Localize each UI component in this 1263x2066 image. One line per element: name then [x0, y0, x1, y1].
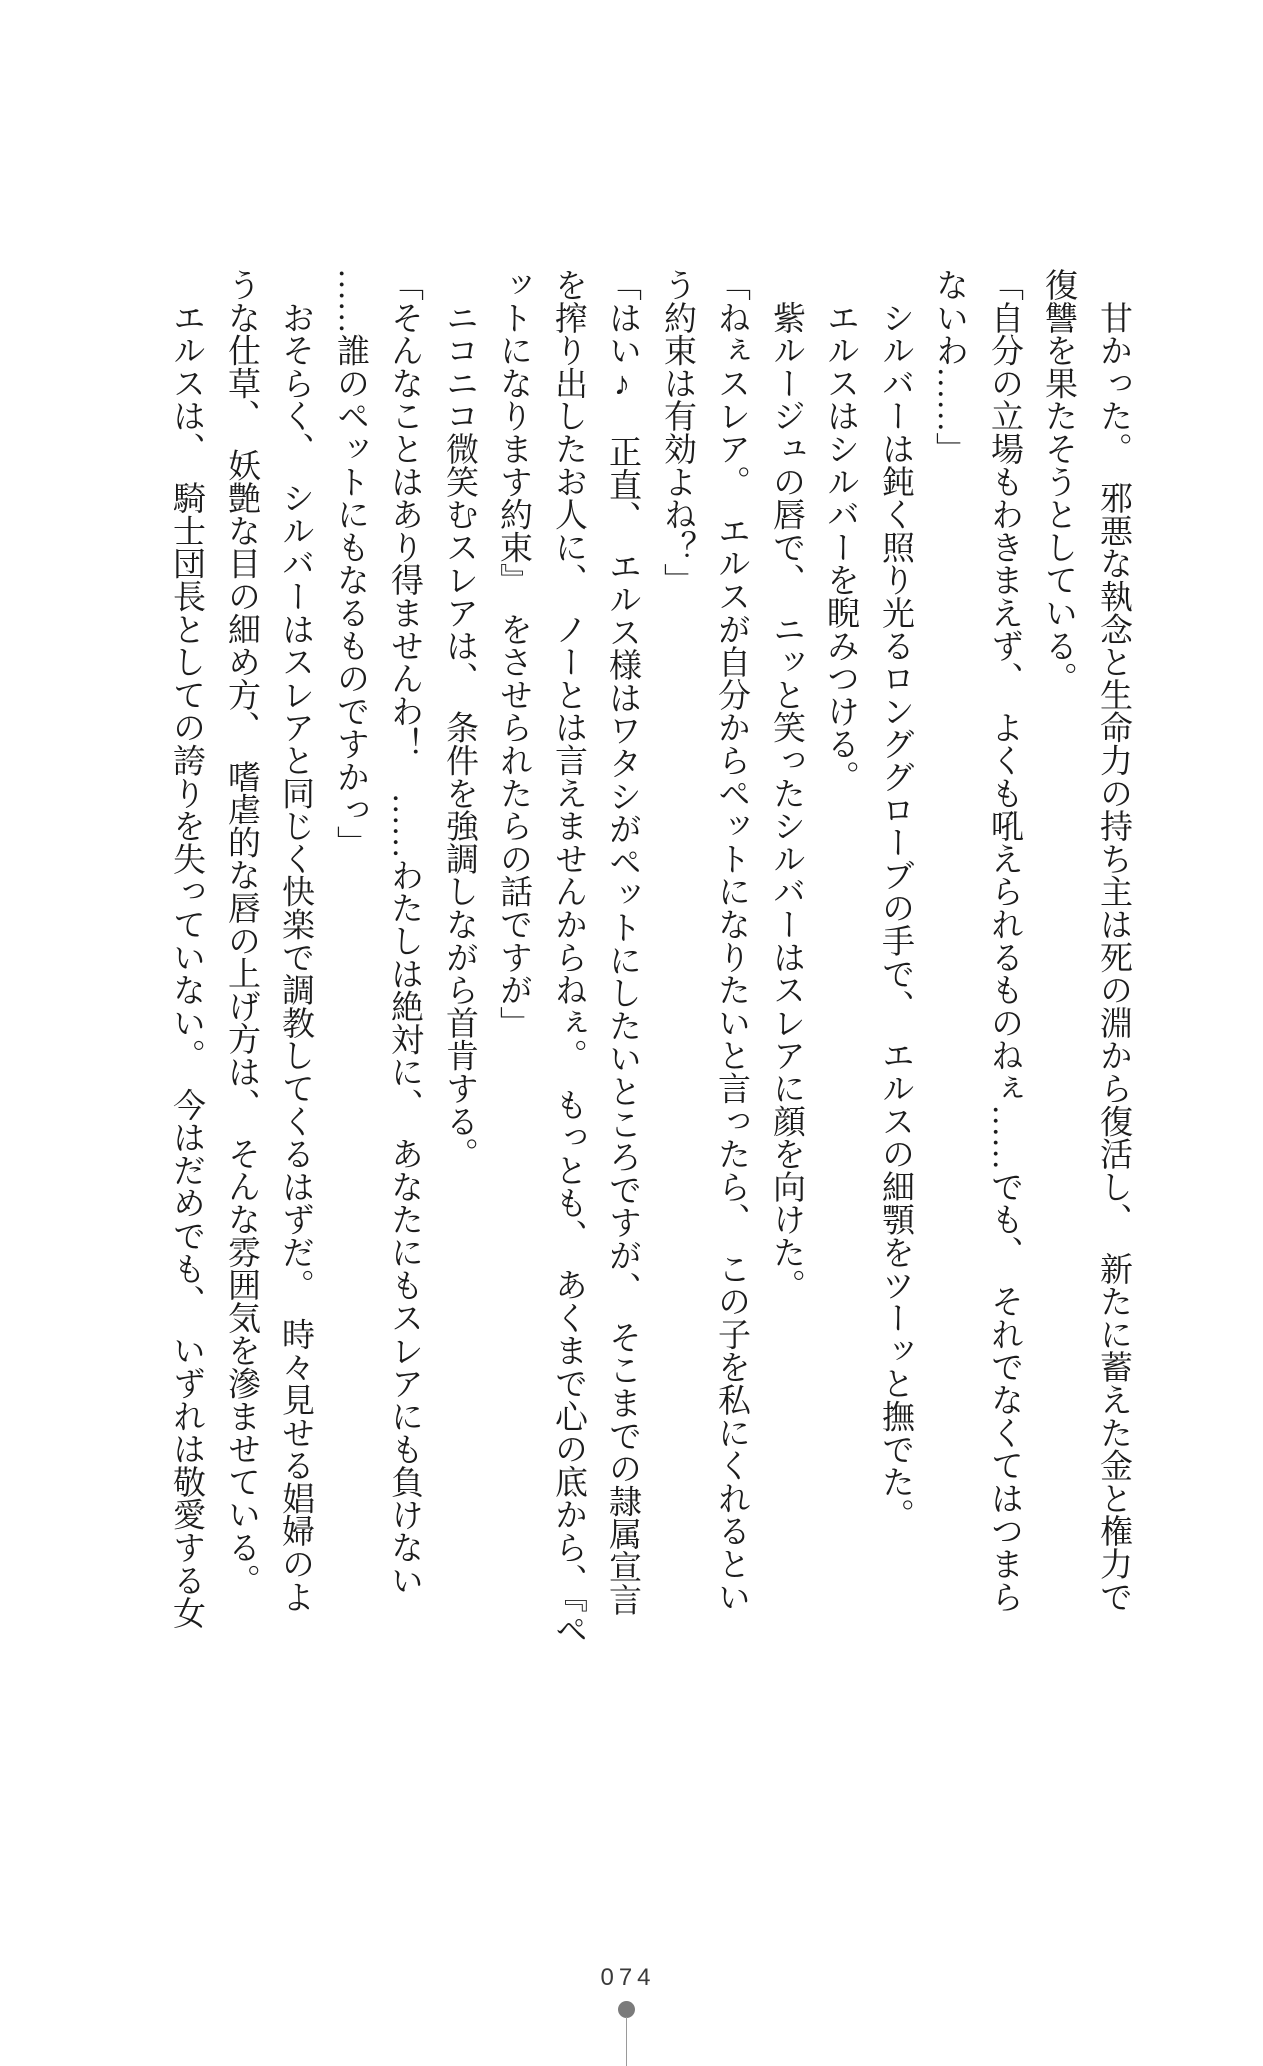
text-column: ニコニコ微笑むスレアは、 条件を強調しながら首肯する。: [441, 268, 477, 1170]
footer-dot-icon: [618, 2001, 635, 2018]
text-column: シルバーは鈍く照り光るロンググローブの手で、 エルスの細顎をツーッと撫でた。: [877, 268, 913, 1531]
text-column: うな仕草、 妖艶な目の細め方、 嗜虐的な唇の上げ方は、 そんな雰囲気を滲ませている。: [223, 268, 259, 1597]
text-column: 「はい♪ 正直、 エルス様はワタシがペットにしたいところですが、 そこまでの隷属宣言: [604, 268, 640, 1616]
text-column: う約束は有効よね？」: [659, 268, 695, 597]
text-column: を搾り出したお人に、 ノーとは言えませんからねぇ。 もっとも、 あくまで心の底から、『ペ: [550, 268, 586, 1646]
text-column: エルスは、 騎士団長としての誇りを失っていない。 今はだめでも、 いずれは敬愛する女: [168, 268, 204, 1629]
text-column: 「ねぇスレア。 エルスが自分からペットになりたいと言ったら、 この子を私にくれるとい: [713, 268, 749, 1613]
footer-rule: [626, 2017, 627, 2066]
text-column: ットになります約束』 をさせられたらの話ですが」: [495, 268, 531, 1039]
page-number: 074: [600, 1964, 656, 1991]
text-column: 甘かった。 邪悪な執念と生命力の持ち主は死の淵から復活し、 新たに蓄えた金と権力で: [1095, 268, 1131, 1613]
text-column: 復讐を果たそうとしている。: [1040, 268, 1076, 695]
text-column: おそらく、 シルバーはスレアと同じく快楽で調教してくるはずだ。 時々見せる娼婦のよ: [277, 268, 313, 1613]
text-column: ないわ……」: [931, 268, 967, 465]
text-column: ……誰のペットにもなるものですかっ」: [332, 268, 368, 859]
text-column: 「自分の立場もわきまえず、 よくも吼えられるものねぇ……でも、 それでなくてはつまら: [986, 268, 1022, 1613]
text-column: 「そんなことはあり得ませんわ！ ……わたしは絶対に、 あなたにもスレアにも負けない: [386, 268, 422, 1597]
text-column: 紫ルージュの唇で、 ニッと笑ったシルバーはスレアに顔を向けた。: [768, 268, 804, 1302]
text-column: エルスはシルバーを睨みつける。: [822, 268, 858, 793]
